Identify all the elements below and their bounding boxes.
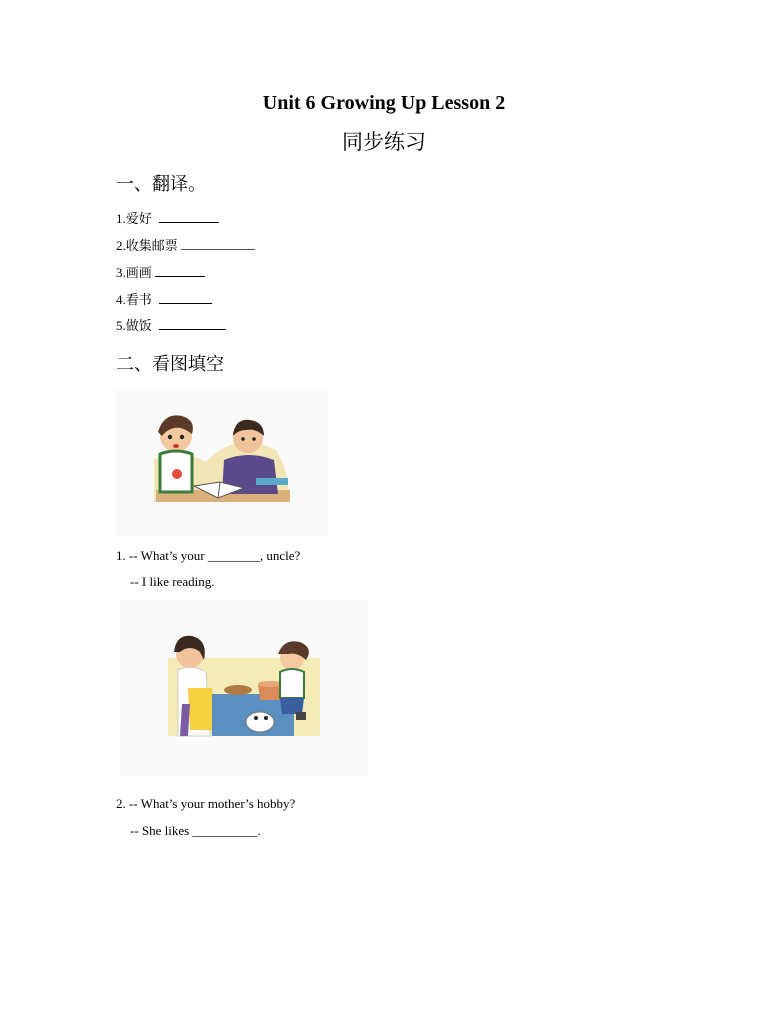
translate-item-label: 1.爱好: [116, 211, 152, 226]
illustration-mother-cooking: [120, 600, 368, 776]
answer-blank[interactable]: [181, 237, 255, 250]
translate-item-label: 4.看书: [116, 292, 152, 307]
translate-item-4: [116, 289, 212, 307]
translate-item-label: 3.画画: [116, 265, 152, 280]
answer-blank[interactable]: [159, 291, 212, 304]
page-title: Unit 6 Growing Up Lesson 2: [262, 92, 506, 114]
answer-blank[interactable]: [159, 210, 219, 223]
translate-item-2: [116, 235, 255, 253]
question-1-answer: -- I like reading.: [130, 574, 215, 589]
translate-item-label: 2.收集邮票: [116, 238, 178, 253]
answer-blank[interactable]: [155, 264, 205, 277]
question-1-text: 1. -- What’s your ________, uncle?: [116, 548, 301, 563]
section-heading-translate: 一、翻译。: [116, 174, 206, 194]
translate-item-5: [116, 315, 226, 333]
translate-item-1: [116, 208, 219, 226]
section-heading-fill: 二、看图填空: [116, 354, 224, 374]
illustration-uncle-reading: [116, 390, 328, 536]
answer-blank[interactable]: [159, 317, 226, 330]
translate-item-label: 5.做饭: [116, 318, 152, 333]
reading-scene-icon: [116, 390, 328, 536]
question-2-text: 2. -- What’s your mother’s hobby?: [116, 796, 296, 811]
translate-item-3: [116, 262, 205, 280]
question-2-answer: -- She likes __________.: [130, 823, 261, 838]
cooking-scene-icon: [120, 600, 368, 776]
page-subtitle: 同步练习: [342, 130, 426, 154]
